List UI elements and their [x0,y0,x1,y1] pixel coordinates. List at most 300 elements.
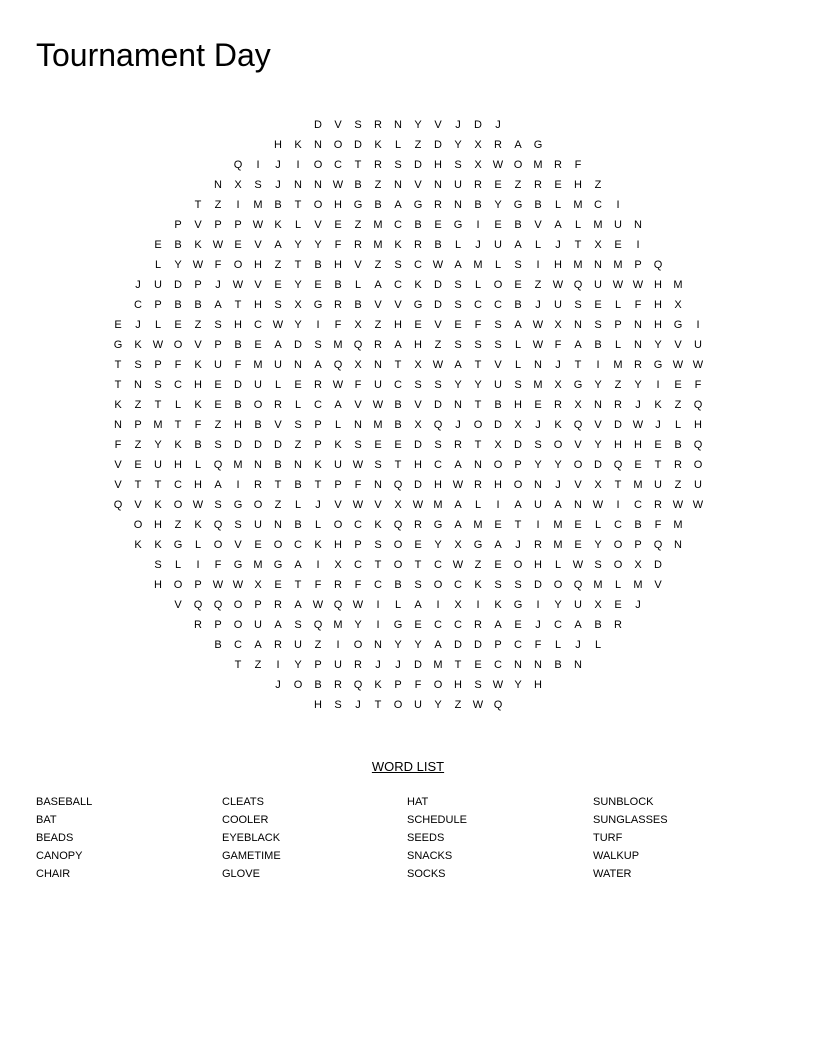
grid-letter[interactable]: Y [634,379,642,391]
grid-letter[interactable]: K [374,139,382,151]
grid-letter[interactable]: H [334,259,342,271]
grid-letter[interactable]: J [535,419,541,431]
grid-letter[interactable]: R [374,159,382,171]
grid-letter[interactable]: Q [393,519,403,531]
grid-letter[interactable]: N [674,539,682,551]
grid-letter[interactable]: H [634,439,642,451]
grid-letter[interactable]: P [514,459,522,471]
grid-letter[interactable]: D [414,439,422,451]
grid-letter[interactable]: O [553,439,563,451]
grid-letter[interactable]: H [234,319,242,331]
grid-letter[interactable]: E [214,379,222,391]
grid-letter[interactable]: A [274,239,282,251]
grid-letter[interactable]: E [494,179,502,191]
grid-letter[interactable]: X [334,559,342,571]
grid-letter[interactable]: S [434,439,442,451]
grid-letter[interactable]: K [474,579,482,591]
grid-letter[interactable]: T [194,199,202,211]
grid-letter[interactable]: M [373,239,383,251]
grid-letter[interactable]: G [513,599,523,611]
grid-letter[interactable]: U [274,359,282,371]
grid-letter[interactable]: N [634,339,642,351]
grid-letter[interactable]: P [214,619,222,631]
grid-letter[interactable]: L [614,299,622,311]
grid-letter[interactable]: X [514,419,522,431]
grid-letter[interactable]: D [354,139,362,151]
grid-letter[interactable]: Y [434,539,442,551]
grid-letter[interactable]: D [294,339,302,351]
grid-letter[interactable]: E [214,399,222,411]
grid-letter[interactable]: L [194,459,202,471]
grid-letter[interactable]: T [294,259,302,271]
grid-letter[interactable]: M [253,359,263,371]
grid-letter[interactable]: S [514,379,522,391]
grid-letter[interactable]: G [653,359,663,371]
grid-letter[interactable]: L [154,259,162,271]
grid-letter[interactable]: S [394,159,402,171]
grid-letter[interactable]: V [234,539,242,551]
grid-letter[interactable]: R [334,579,342,591]
grid-letter[interactable]: W [632,279,644,291]
grid-letter[interactable]: Q [213,599,223,611]
grid-letter[interactable]: T [274,479,282,491]
grid-letter[interactable]: O [513,559,523,571]
grid-letter[interactable]: J [635,599,641,611]
grid-letter[interactable]: T [154,479,162,491]
grid-letter[interactable]: L [294,499,302,511]
grid-letter[interactable]: K [414,279,422,291]
grid-letter[interactable]: R [474,179,482,191]
grid-letter[interactable]: S [294,619,302,631]
grid-letter[interactable]: R [374,119,382,131]
grid-letter[interactable]: V [254,239,262,251]
grid-letter[interactable]: W [552,279,564,291]
grid-letter[interactable]: I [316,319,320,331]
grid-letter[interactable]: O [293,679,303,691]
grid-letter[interactable]: N [534,479,542,491]
grid-letter[interactable]: B [374,199,382,211]
grid-letter[interactable]: P [634,539,642,551]
grid-letter[interactable]: G [233,499,243,511]
grid-letter[interactable]: P [214,339,222,351]
grid-letter[interactable]: M [573,199,583,211]
grid-letter[interactable]: K [294,139,302,151]
grid-letter[interactable]: X [554,319,562,331]
grid-letter[interactable]: X [414,359,422,371]
grid-letter[interactable]: V [434,119,442,131]
grid-letter[interactable]: J [315,499,321,511]
grid-letter[interactable]: E [254,539,262,551]
grid-letter[interactable]: P [314,659,322,671]
grid-letter[interactable]: O [553,579,563,591]
grid-letter[interactable]: G [393,619,403,631]
grid-letter[interactable]: Z [374,259,382,271]
grid-letter[interactable]: S [214,439,222,451]
grid-letter[interactable]: V [414,179,422,191]
grid-letter[interactable]: J [535,619,541,631]
grid-letter[interactable]: V [534,219,542,231]
grid-letter[interactable]: L [674,419,682,431]
grid-letter[interactable]: V [434,319,442,331]
grid-letter[interactable]: O [433,579,443,591]
grid-letter[interactable]: S [154,559,162,571]
grid-letter[interactable]: J [655,419,661,431]
grid-letter[interactable]: M [553,539,563,551]
grid-letter[interactable]: N [374,359,382,371]
grid-letter[interactable]: W [532,319,544,331]
grid-letter[interactable]: R [614,619,622,631]
grid-letter[interactable]: D [594,459,602,471]
grid-letter[interactable]: B [234,399,242,411]
grid-letter[interactable]: F [534,639,542,651]
grid-letter[interactable]: A [274,619,282,631]
grid-letter[interactable]: E [114,319,122,331]
grid-letter[interactable]: D [174,279,182,291]
grid-letter[interactable]: V [314,219,322,231]
grid-letter[interactable]: H [574,179,582,191]
grid-letter[interactable]: N [294,179,302,191]
grid-letter[interactable]: V [574,439,582,451]
grid-letter[interactable]: J [275,159,281,171]
grid-letter[interactable]: L [514,359,522,371]
grid-letter[interactable]: H [314,699,322,711]
grid-letter[interactable]: T [514,519,522,531]
grid-letter[interactable]: T [114,359,122,371]
grid-letter[interactable]: U [294,639,302,651]
grid-letter[interactable]: I [276,659,280,671]
grid-letter[interactable]: A [454,499,462,511]
grid-letter[interactable]: W [152,339,164,351]
grid-letter[interactable]: K [174,439,182,451]
grid-letter[interactable]: S [354,119,362,131]
grid-letter[interactable]: J [215,279,221,291]
grid-letter[interactable]: M [233,459,243,471]
grid-letter[interactable]: N [374,639,382,651]
grid-letter[interactable]: Z [194,319,202,331]
grid-letter[interactable]: J [555,359,561,371]
grid-letter[interactable]: L [294,219,302,231]
grid-letter[interactable]: M [533,159,543,171]
grid-letter[interactable]: M [533,379,543,391]
grid-letter[interactable]: L [174,559,182,571]
grid-letter[interactable]: H [534,679,542,691]
grid-letter[interactable]: A [394,199,402,211]
grid-letter[interactable]: G [513,199,523,211]
grid-letter[interactable]: A [494,539,502,551]
grid-letter[interactable]: J [395,659,401,671]
grid-letter[interactable]: O [313,199,323,211]
grid-letter[interactable]: C [314,399,322,411]
grid-letter[interactable]: N [294,459,302,471]
grid-letter[interactable]: N [454,399,462,411]
grid-letter[interactable]: X [594,479,602,491]
grid-letter[interactable]: M [673,519,683,531]
grid-letter[interactable]: U [154,279,162,291]
grid-letter[interactable]: Q [493,699,503,711]
grid-letter[interactable]: S [314,339,322,351]
grid-letter[interactable]: R [554,159,562,171]
grid-letter[interactable]: F [334,319,342,331]
grid-letter[interactable]: I [596,359,600,371]
grid-letter[interactable]: O [493,279,503,291]
grid-letter[interactable]: J [355,699,361,711]
grid-letter[interactable]: S [454,299,462,311]
grid-letter[interactable]: C [394,379,402,391]
grid-letter[interactable]: H [454,679,462,691]
grid-letter[interactable]: E [494,219,502,231]
grid-letter[interactable]: D [434,139,442,151]
grid-letter[interactable]: F [214,259,222,271]
grid-letter[interactable]: C [594,199,602,211]
grid-letter[interactable]: N [394,119,402,131]
grid-letter[interactable]: W [632,419,644,431]
grid-letter[interactable]: Q [693,399,703,411]
grid-letter[interactable]: C [254,319,262,331]
grid-letter[interactable]: I [316,559,320,571]
grid-letter[interactable]: B [274,199,282,211]
grid-letter[interactable]: K [194,519,202,531]
grid-letter[interactable]: W [212,239,224,251]
grid-letter[interactable]: S [574,299,582,311]
grid-letter[interactable]: A [554,499,562,511]
grid-letter[interactable]: B [494,399,502,411]
grid-letter[interactable]: Y [174,259,182,271]
grid-letter[interactable]: M [633,579,643,591]
grid-letter[interactable]: T [574,239,582,251]
grid-letter[interactable]: B [214,639,222,651]
grid-letter[interactable]: H [434,479,442,491]
grid-letter[interactable]: Q [353,339,363,351]
grid-letter[interactable]: O [353,639,363,651]
grid-letter[interactable]: W [232,579,244,591]
grid-letter[interactable]: A [394,339,402,351]
grid-letter[interactable]: Z [414,139,422,151]
grid-letter[interactable]: Z [354,219,362,231]
grid-letter[interactable]: E [294,379,302,391]
grid-letter[interactable]: A [274,339,282,351]
grid-letter[interactable]: O [273,539,283,551]
grid-letter[interactable]: I [536,519,540,531]
grid-letter[interactable]: Z [514,179,522,191]
grid-letter[interactable]: L [294,399,302,411]
grid-letter[interactable]: N [634,319,642,331]
grid-letter[interactable]: N [354,419,362,431]
grid-letter[interactable]: N [534,659,542,671]
grid-letter[interactable]: I [616,199,620,211]
grid-letter[interactable]: O [333,139,343,151]
grid-letter[interactable]: I [236,199,240,211]
grid-letter[interactable]: F [194,419,202,431]
grid-letter[interactable]: E [494,559,502,571]
grid-letter[interactable]: C [454,619,462,631]
grid-letter[interactable]: N [314,139,322,151]
grid-letter[interactable]: H [414,339,422,351]
grid-letter[interactable]: R [534,539,542,551]
grid-letter[interactable]: J [455,419,461,431]
grid-letter[interactable]: V [414,399,422,411]
grid-letter[interactable]: Q [233,159,243,171]
grid-letter[interactable]: Q [613,459,623,471]
grid-letter[interactable]: I [656,379,660,391]
grid-letter[interactable]: R [474,479,482,491]
grid-letter[interactable]: F [354,579,362,591]
grid-letter[interactable]: G [573,379,583,391]
grid-letter[interactable]: D [474,119,482,131]
grid-letter[interactable]: R [414,519,422,531]
grid-letter[interactable]: F [694,379,702,391]
grid-letter[interactable]: S [474,679,482,691]
grid-letter[interactable]: W [312,599,324,611]
grid-letter[interactable]: L [514,339,522,351]
grid-letter[interactable]: M [473,259,483,271]
grid-letter[interactable]: K [154,499,162,511]
grid-letter[interactable]: K [314,539,322,551]
grid-letter[interactable]: W [332,379,344,391]
grid-letter[interactable]: L [194,539,202,551]
grid-letter[interactable]: B [534,199,542,211]
grid-letter[interactable]: K [314,459,322,471]
grid-letter[interactable]: A [214,299,222,311]
grid-letter[interactable]: B [634,519,642,531]
grid-letter[interactable]: M [613,259,623,271]
grid-letter[interactable]: O [233,259,243,271]
grid-letter[interactable]: W [492,159,504,171]
grid-letter[interactable]: R [274,599,282,611]
grid-letter[interactable]: J [495,119,501,131]
grid-letter[interactable]: R [274,399,282,411]
grid-letter[interactable]: B [174,299,182,311]
grid-letter[interactable]: N [594,259,602,271]
grid-letter[interactable]: C [394,279,402,291]
grid-letter[interactable]: W [672,499,684,511]
grid-letter[interactable]: R [654,499,662,511]
grid-letter[interactable]: C [374,579,382,591]
grid-letter[interactable]: B [294,479,302,491]
grid-letter[interactable]: I [616,499,620,511]
grid-letter[interactable]: X [494,439,502,451]
grid-letter[interactable]: E [634,459,642,471]
grid-letter[interactable]: T [414,559,422,571]
grid-letter[interactable]: T [614,479,622,491]
grid-letter[interactable]: H [234,419,242,431]
grid-letter[interactable]: V [174,599,182,611]
grid-letter[interactable]: X [454,539,462,551]
grid-letter[interactable]: F [114,439,122,451]
grid-letter[interactable]: A [414,599,422,611]
grid-letter[interactable]: V [594,419,602,431]
grid-letter[interactable]: S [274,299,282,311]
grid-letter[interactable]: L [274,379,282,391]
grid-letter[interactable]: O [173,339,183,351]
grid-letter[interactable]: O [393,539,403,551]
grid-letter[interactable]: P [254,599,262,611]
grid-letter[interactable]: L [334,419,342,431]
grid-letter[interactable]: E [414,539,422,551]
grid-letter[interactable]: Y [554,599,562,611]
grid-letter[interactable]: P [354,539,362,551]
grid-letter[interactable]: V [654,579,662,591]
grid-letter[interactable]: N [634,219,642,231]
grid-letter[interactable]: A [374,279,382,291]
grid-letter[interactable]: D [474,639,482,651]
grid-letter[interactable]: R [454,439,462,451]
grid-letter[interactable]: J [515,539,521,551]
grid-letter[interactable]: K [394,239,402,251]
grid-letter[interactable]: Z [294,439,302,451]
grid-letter[interactable]: O [173,579,183,591]
grid-letter[interactable]: C [354,519,362,531]
grid-letter[interactable]: N [294,359,302,371]
grid-letter[interactable]: Z [614,379,622,391]
grid-letter[interactable]: E [374,439,382,451]
grid-letter[interactable]: D [274,439,282,451]
grid-letter[interactable]: H [334,539,342,551]
grid-letter[interactable]: I [376,619,380,631]
grid-letter[interactable]: E [674,379,682,391]
grid-letter[interactable]: U [454,179,462,191]
grid-letter[interactable]: Z [674,399,682,411]
grid-letter[interactable]: L [474,279,482,291]
grid-letter[interactable]: K [334,439,342,451]
grid-letter[interactable]: Z [374,319,382,331]
grid-letter[interactable]: S [374,459,382,471]
grid-letter[interactable]: D [434,299,442,311]
grid-letter[interactable]: W [592,499,604,511]
grid-letter[interactable]: P [134,419,142,431]
grid-letter[interactable]: E [574,519,582,531]
grid-letter[interactable]: S [434,379,442,391]
grid-letter[interactable]: S [254,179,262,191]
grid-letter[interactable]: U [254,619,262,631]
grid-letter[interactable]: Q [213,459,223,471]
grid-letter[interactable]: B [434,239,442,251]
grid-letter[interactable]: H [154,579,162,591]
grid-letter[interactable]: Y [294,659,302,671]
grid-letter[interactable]: K [194,399,202,411]
grid-letter[interactable]: Z [274,499,282,511]
grid-letter[interactable]: E [654,439,662,451]
grid-letter[interactable]: V [254,279,262,291]
grid-letter[interactable]: K [194,359,202,371]
grid-letter[interactable]: G [413,299,423,311]
grid-letter[interactable]: R [534,179,542,191]
grid-letter[interactable]: M [253,199,263,211]
grid-letter[interactable]: B [514,299,522,311]
grid-letter[interactable]: Y [494,199,502,211]
grid-letter[interactable]: T [234,299,242,311]
grid-letter[interactable]: N [534,359,542,371]
grid-letter[interactable]: Y [294,279,302,291]
grid-letter[interactable]: H [494,479,502,491]
grid-letter[interactable]: W [452,479,464,491]
grid-letter[interactable]: D [414,159,422,171]
grid-letter[interactable]: Y [594,439,602,451]
grid-letter[interactable]: A [454,359,462,371]
grid-letter[interactable]: B [674,439,682,451]
grid-letter[interactable]: T [574,359,582,371]
grid-letter[interactable]: H [654,319,662,331]
grid-letter[interactable]: N [474,459,482,471]
grid-letter[interactable]: I [296,159,300,171]
grid-letter[interactable]: V [194,339,202,351]
grid-letter[interactable]: Z [434,339,442,351]
grid-letter[interactable]: Z [214,419,222,431]
grid-letter[interactable]: E [614,239,622,251]
grid-letter[interactable]: I [256,159,260,171]
grid-letter[interactable]: Z [674,479,682,491]
grid-letter[interactable]: W [252,219,264,231]
grid-letter[interactable]: M [593,579,603,591]
